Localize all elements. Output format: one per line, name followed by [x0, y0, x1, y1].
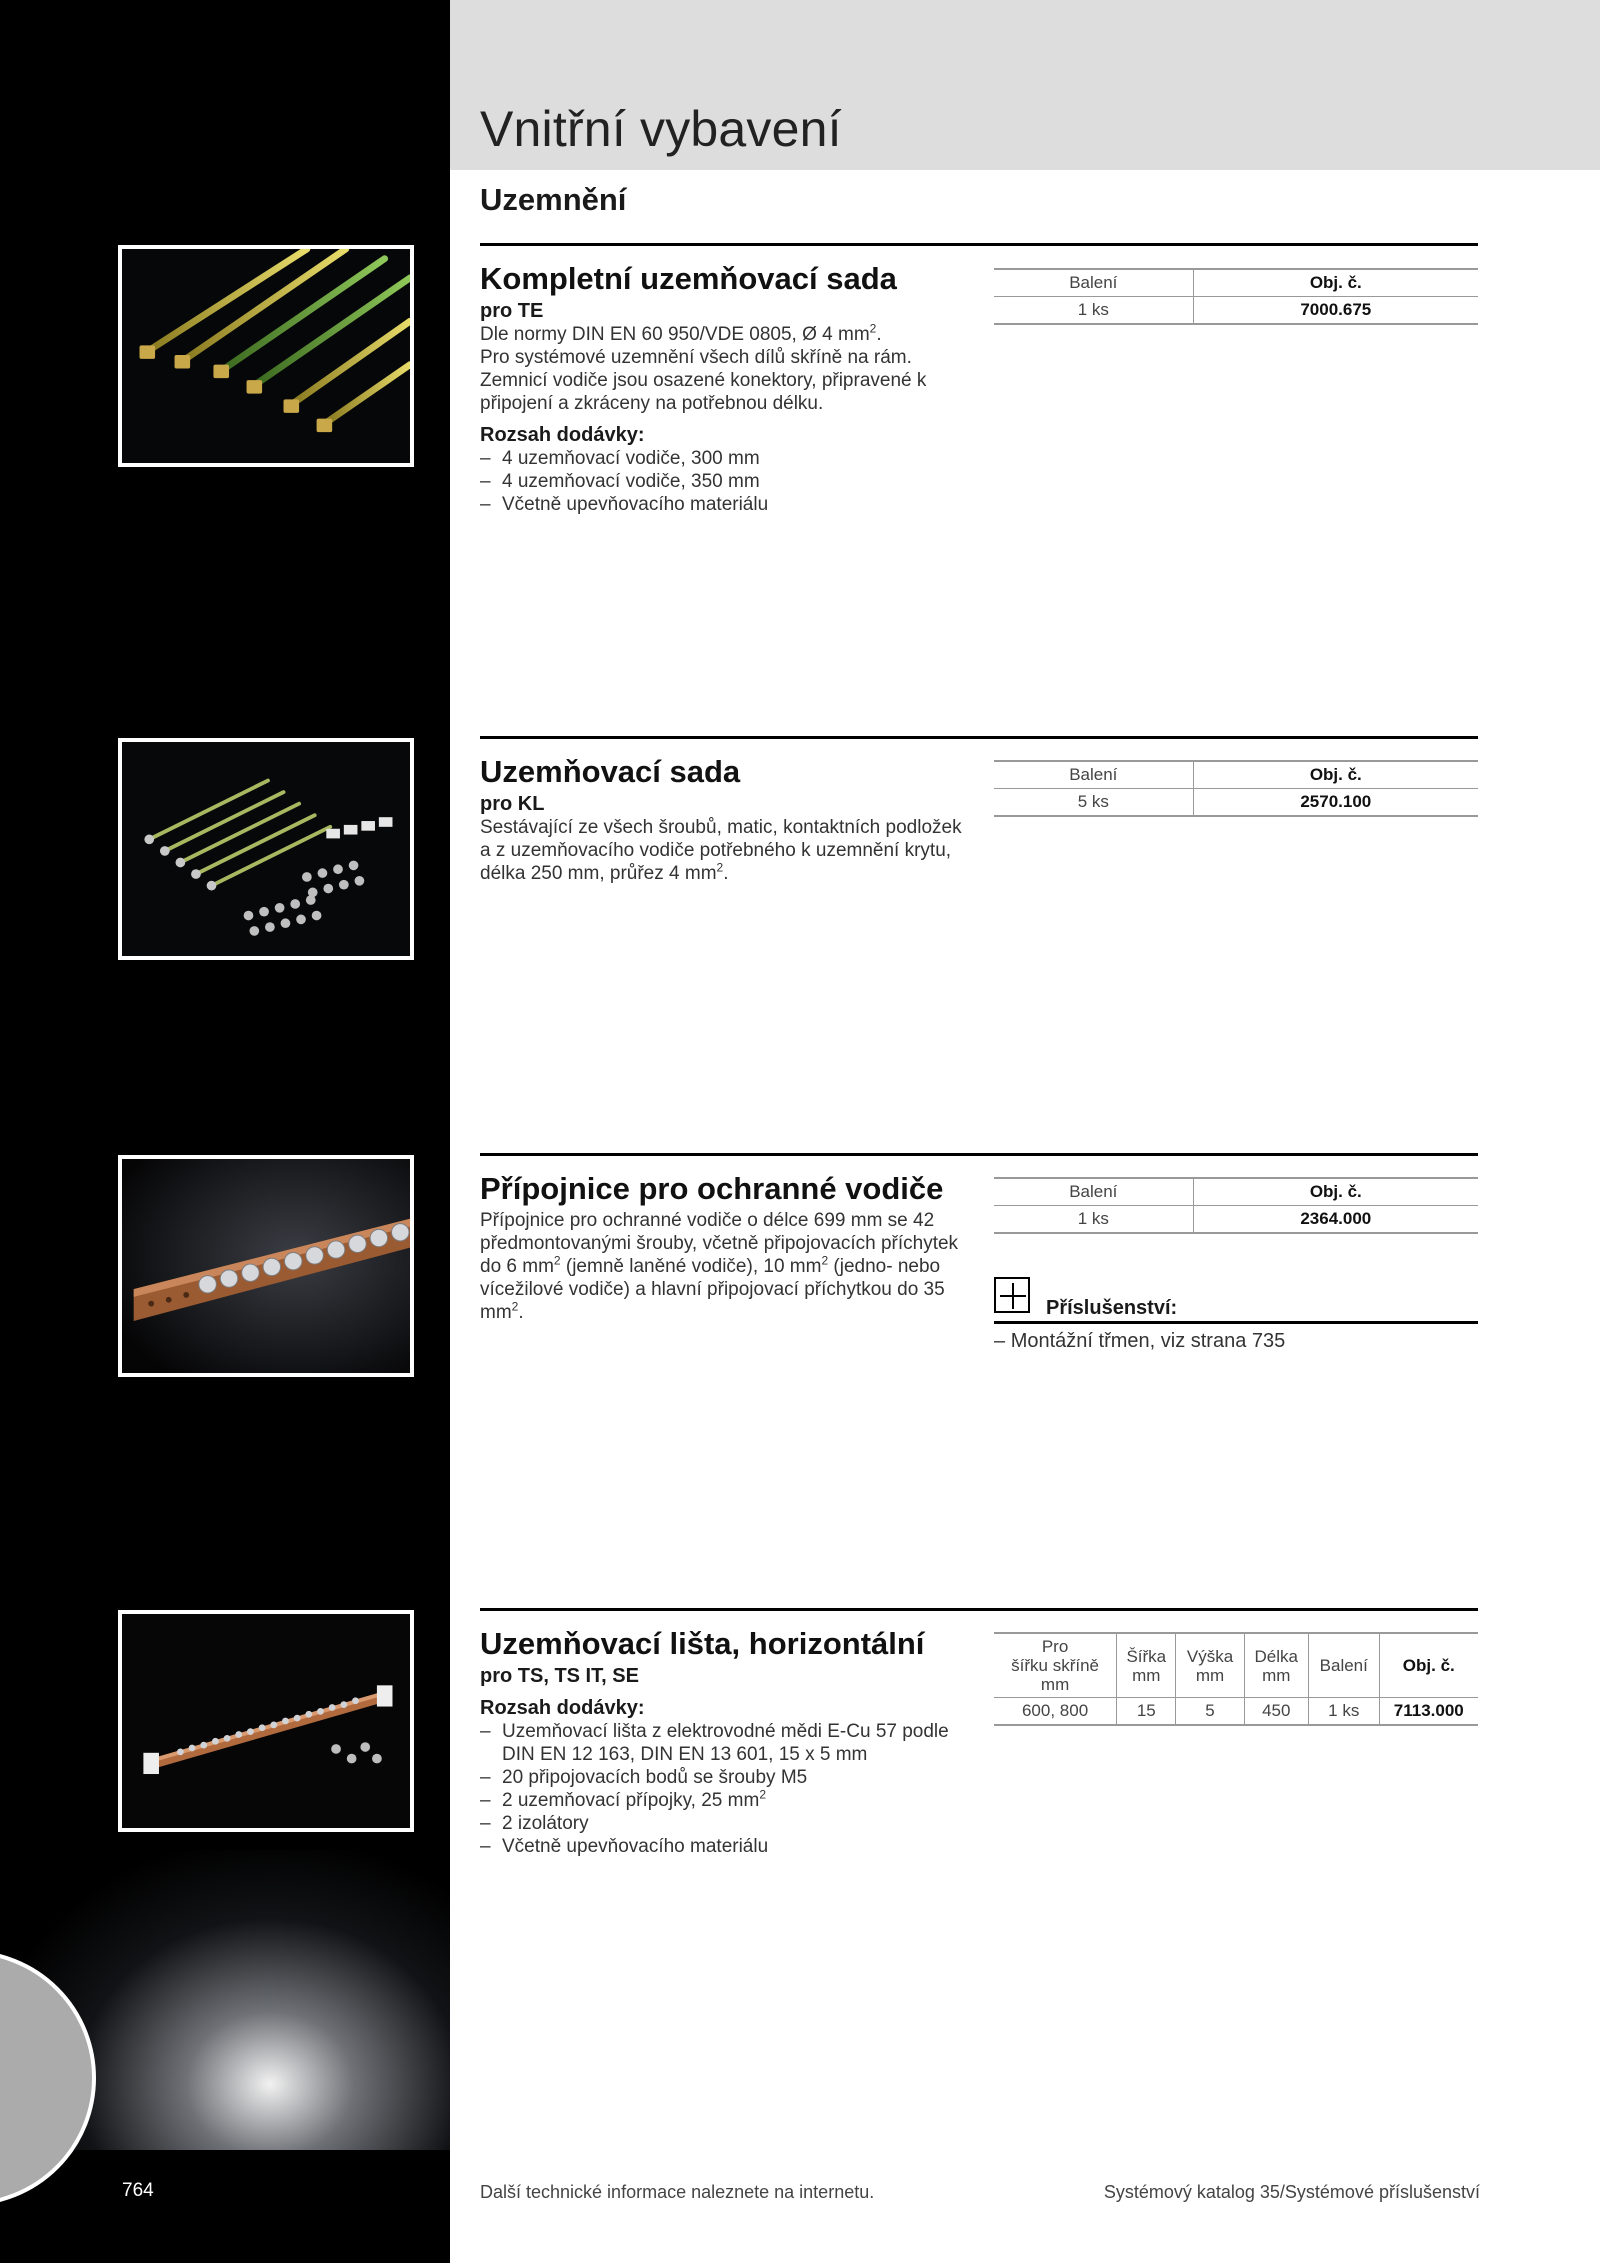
header-text: Pro [1041, 1637, 1069, 1656]
table-header-order-no: Obj. č. [1193, 269, 1478, 297]
table-cell-pack: 1 ks [994, 297, 1193, 325]
description-text: (jemně laněné vodiče), 10 mm [560, 1256, 822, 1277]
product-title: Kompletní uzemňovací sada [480, 261, 897, 296]
table-cell-order-no: 2364.000 [1193, 1206, 1478, 1234]
table-header-cabinet-width [994, 1633, 1117, 1698]
table-header-pack: Balení [994, 269, 1193, 297]
table-cell-pack: 5 ks [994, 789, 1193, 817]
table-header-pack: Balení [994, 1178, 1193, 1206]
table-header-row [994, 269, 1478, 297]
page-number: 764 [122, 2180, 154, 2201]
product-subtitle: pro KL [480, 793, 545, 815]
product-description [480, 323, 965, 415]
scope-list [480, 1720, 965, 1858]
product-text [480, 752, 965, 885]
accessory-item: – Montážní třmen, viz strana 735 [994, 1330, 1286, 1352]
list-item [480, 1789, 965, 1812]
plus-icon [994, 1277, 1030, 1313]
superscript: 2 [553, 1253, 561, 1268]
list-item: – Včetně upevňovacího materiálu [480, 493, 965, 516]
header-text: Šířka [1126, 1646, 1167, 1666]
header-text: šířku skříně [1011, 1656, 1099, 1675]
product-description [480, 1209, 965, 1324]
product-title: Přípojnice pro ochranné vodiče [480, 1171, 944, 1206]
product-subtitle: pro TE [480, 300, 544, 322]
list-item: – Uzemňovací lišta z elektrovodné mědi E-Cu 57 podle DIN EN 12 163, DIN EN 13 601, 15 x 5 mm [480, 1720, 965, 1766]
product-photo-grounding-set-kl [118, 738, 414, 960]
order-table [994, 268, 1478, 325]
product-photo-horizontal-grounding-rail [118, 1610, 414, 1832]
table-cell-order-no: 7113.000 [1379, 1698, 1478, 1726]
accessories-section [994, 1277, 1478, 1353]
order-table [994, 760, 1478, 817]
accessory-text: Montážní třmen, viz strana 735 [1010, 1330, 1286, 1352]
description-text: . [876, 324, 882, 345]
table-header-length [1244, 1633, 1308, 1698]
superscript: 2 [716, 860, 724, 875]
table-cell-pack: 1 ks [1308, 1698, 1379, 1726]
table-cell-height: 5 [1176, 1698, 1244, 1726]
description-text: Dle normy DIN EN 60 950/VDE 0805, Ø 4 mm [480, 324, 870, 345]
scope-heading: Rozsah dodávky: [480, 424, 645, 446]
header-text: mm [1195, 1665, 1225, 1685]
description-text: . [723, 863, 729, 884]
product-text [480, 1624, 965, 1858]
product-title: Uzemňovací lišta, horizontální [480, 1626, 925, 1661]
table-cell-width: 15 [1117, 1698, 1176, 1726]
header-text: mm [1262, 1665, 1291, 1685]
accessories-title: Příslušenství: [1046, 1297, 1178, 1319]
header-text: Délka [1254, 1646, 1298, 1666]
table-header-row [994, 1178, 1478, 1206]
table-header-order-no: Obj. č. [1193, 1178, 1478, 1206]
superscript: 2 [869, 321, 877, 336]
order-table [994, 1632, 1478, 1726]
table-header-row [994, 1633, 1478, 1698]
scope-list [480, 447, 965, 516]
list-item: – 2 izolátory [480, 1812, 965, 1835]
list-item: – 4 uzemňovací vodiče, 300 mm [480, 447, 965, 470]
list-item-text: 2 uzemňovací přípojky, 25 mm [502, 1790, 760, 1811]
description-text: . [518, 1302, 524, 1323]
list-item: – Včetně upevňovacího materiálu [480, 1835, 965, 1858]
scope-heading: Rozsah dodávky: [480, 1697, 645, 1719]
list-item: – 20 připojovacích bodů se šrouby M5 [480, 1766, 965, 1789]
table-header-pack: Balení [994, 761, 1193, 789]
table-header-height [1176, 1633, 1244, 1698]
page-title: Vnitřní vybavení [480, 101, 842, 157]
product-description [480, 816, 965, 885]
table-row [994, 789, 1478, 817]
table-header-width [1117, 1633, 1176, 1698]
accessories-header [994, 1277, 1478, 1324]
footer-info-text: Další technické informace naleznete na internetu. [480, 2182, 875, 2202]
description-text: (jedno- nebo vícežilové vodiče) a hlavní připojovací příchytkou do 35 mm [480, 1256, 945, 1323]
table-row [994, 1206, 1478, 1234]
product-text [480, 259, 965, 516]
superscript: 2 [511, 1299, 519, 1314]
product-photo-pe-busbar [118, 1155, 414, 1377]
table-cell-length: 450 [1244, 1698, 1308, 1726]
description-text: Přípojnice pro ochranné vodiče o délce 699 mm se 42 předmontovanými šrouby, včetně připojovacích příchytek do 6 mm [480, 1210, 959, 1277]
table-header-order-no: Obj. č. [1193, 761, 1478, 789]
superscript: 2 [821, 1253, 829, 1268]
table-row [994, 1698, 1478, 1726]
table-header-order-no: Obj. č. [1379, 1633, 1478, 1698]
product-photo-grounding-wire-set [118, 245, 414, 467]
order-table [994, 1177, 1478, 1234]
product-text [480, 1169, 965, 1324]
superscript: 2 [759, 1787, 766, 1802]
table-cell-order-no: 7000.675 [1193, 297, 1478, 325]
table-cell-pack: 1 ks [994, 1206, 1193, 1234]
description-text: Sestávající ze všech šroubů, matic, kontaktních podložek a z uzemňovacího vodiče potřebného k uzemnění krytu, délka 250 mm, průřez 4 mm [480, 817, 962, 884]
header-text: Výška [1186, 1646, 1234, 1666]
footer-catalog-name: Systémový katalog 35/Systémové příslušenství [1103, 2182, 1480, 2202]
section-title: Uzemnění [480, 182, 627, 217]
list-item: – 4 uzemňovací vodiče, 350 mm [480, 470, 965, 493]
table-header-pack: Balení [1308, 1633, 1379, 1698]
header-text: mm [1132, 1665, 1161, 1685]
product-title: Uzemňovací sada [480, 754, 741, 789]
table-header-row [994, 761, 1478, 789]
product-subtitle: pro TS, TS IT, SE [480, 1665, 639, 1687]
table-row [994, 297, 1478, 325]
header-text: mm [1040, 1675, 1070, 1694]
table-cell-cabinet-width: 600, 800 [994, 1698, 1117, 1726]
description-text: Pro systémové uzemnění všech dílů skříně na rám. Zemnicí vodiče jsou osazené konektory, připravené k připojení a zkráceny na potřebnou délku. [480, 347, 927, 414]
table-cell-order-no: 2570.100 [1193, 789, 1478, 817]
